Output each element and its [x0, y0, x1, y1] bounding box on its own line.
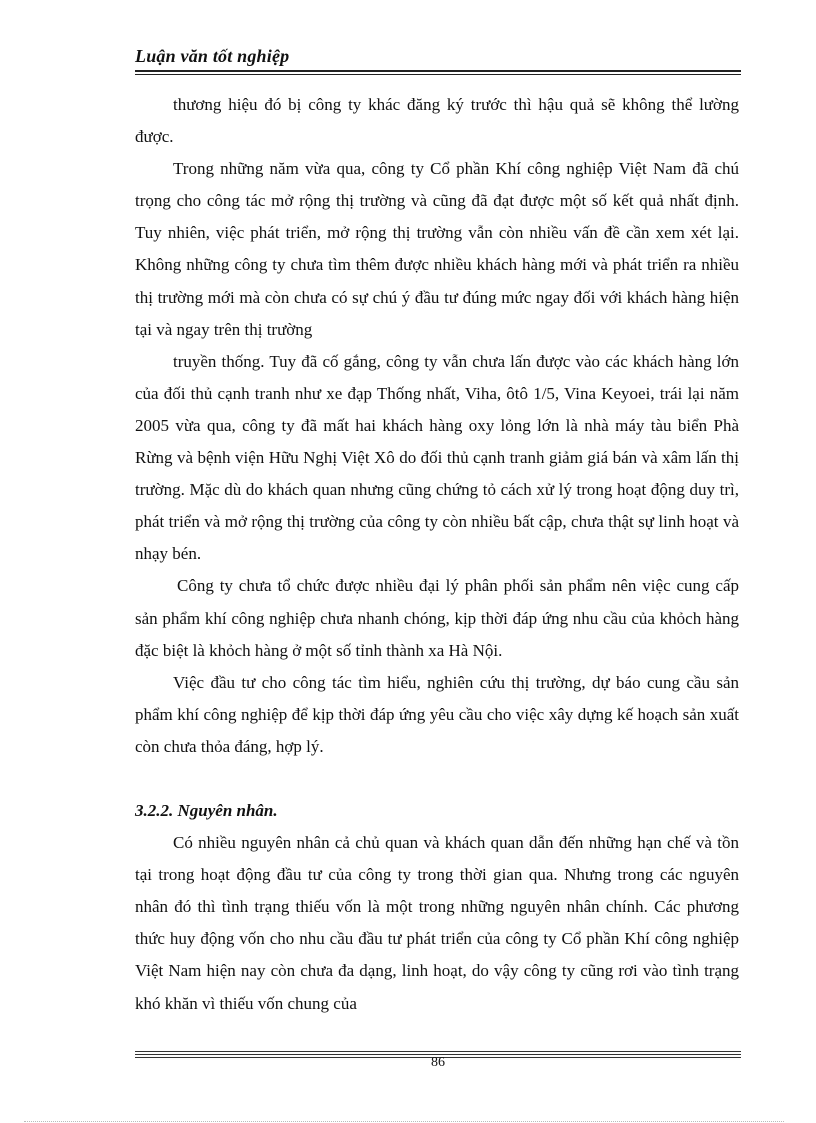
paragraph-traditional-customers: truyền thống. Tuy đã cố gắng, công ty vẫn chưa lấn được vào các khách hàng lớn của đối thủ cạnh tranh như xe đạp Thống nhất, Viha, ôtô 1/5, Vina Keyoei, trái lại năm 2005 vừa qua, công ty đã mất hai khách hàng oxy lỏng lớn là nhà máy tàu biển Phà Rừng và bệnh viện Hữu Nghị Việt Xô do đối thủ cạnh tranh giảm giá bán và xâm lấn thị trường. Mặc dù do khách quan nhưng cũng chứng tỏ cách xử lý trong hoạt động duy trì, phát triển và mở rộng thị trường của công ty còn nhiều bất cập, chưa thật sự linh hoạt và nhạy bén. — [135, 351, 739, 564]
header-rule-thick — [135, 70, 741, 72]
page-number: 86 — [431, 1055, 445, 1070]
paragraph-market-expansion: Trong những năm vừa qua, công ty Cổ phần Khí công nghiệp Việt Nam đã chú trọng cho công tác mở rộng thị trường và cũng đã đạt được một số kết quả nhất định. Tuy nhiên, việc phát triển, mở rộng thị trường vẫn còn nhiều vấn đề cần xem xét lại. Không những công ty chưa tìm thêm được nhiều khách hàng mới và phát triển ra nhiều thị trường mới mà còn chưa có sự chú ý đầu tư đúng mức ngay đối với khách hàng hiện tại và ngay trên thị trường — [135, 159, 739, 339]
section-heading: 3.2.2. Nguyên nhân. — [135, 800, 278, 820]
paragraph-market-research: Việc đầu tư cho công tác tìm hiểu, nghiên cứu thị trường, dự báo cung cầu sản phẩm khí công nghiệp để kịp thời đáp ứng yêu cầu cho việc xây dựng kế hoạch sản xuất còn chưa thỏa đáng, hợp lý. — [135, 672, 739, 756]
page-body — [135, 89, 739, 1020]
paragraph-distribution-agents: Công ty chưa tổ chức được nhiều đại lý phân phối sản phẩm nên việc cung cấp sản phẩm khí công nghiệp chưa nhanh chóng, kịp thời đáp ứng nhu cầu của khỏch hàng đặc biệt là khỏch hàng ở một số tỉnh thành xa Hà Nội. — [135, 576, 739, 660]
page-edge-dotted-line — [24, 1121, 784, 1122]
header-title: Luận văn tốt nghiệp — [135, 46, 290, 66]
paragraph-continuation: thương hiệu đó bị công ty khác đăng ký trước thì hậu quả sẽ không thể lường được. — [135, 95, 739, 147]
paragraph-causes: Có nhiều nguyên nhân cả chủ quan và khách quan dẫn đến những hạn chế và tồn tại trong hoạt động đầu tư của công ty trong thời gian qua. Nhưng trong các nguyên nhân đó thì tình trạng thiếu vốn là một trong những nguyên nhân chính. Các phương thức huy động vốn cho nhu cầu đầu tư phát triển của công ty Cổ phần Khí công nghiệp Việt Nam hiện nay còn chưa đa dạng, linh hoạt, do vậy công ty cũng rơi vào tình trạng khó khăn vì thiếu vốn chung của — [135, 833, 739, 1013]
header-rule-thin — [135, 74, 741, 75]
footer-rule-top — [135, 1051, 741, 1052]
paragraph-gap — [135, 763, 739, 795]
